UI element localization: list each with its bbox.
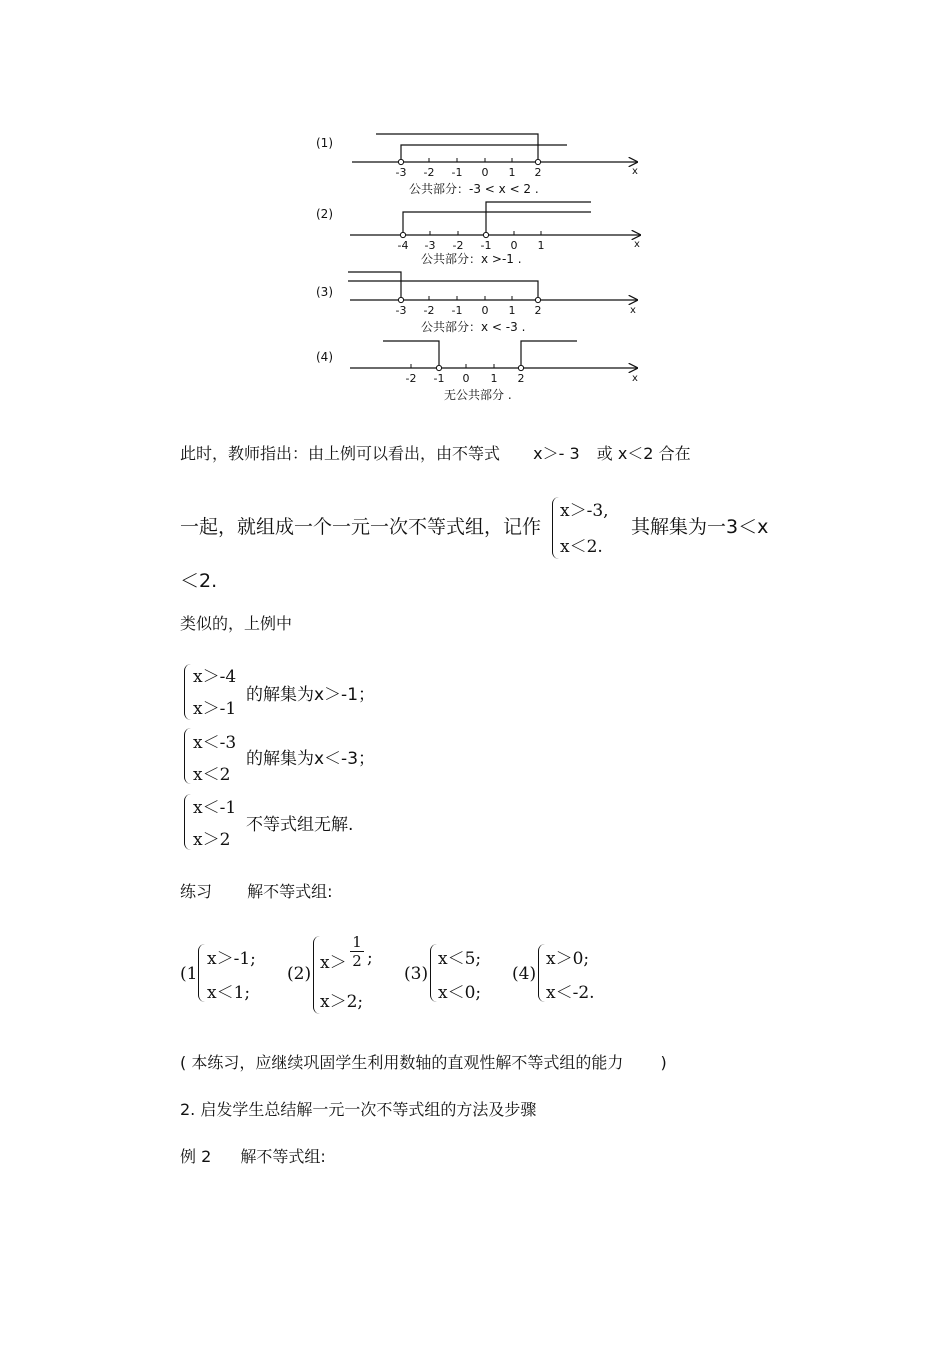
tick-label: 0 [510, 239, 518, 252]
tick-label: 2 [517, 372, 525, 385]
brace [198, 944, 205, 1002]
system-1-bottom: x＞-1 [193, 699, 237, 719]
exercise-heading [180, 879, 333, 902]
system-3-top: x＜-1 [193, 798, 237, 818]
exercise-3-bottom: x＜0; [438, 983, 482, 1003]
brace [430, 944, 437, 1002]
exercise-4-number: (4) [512, 964, 537, 984]
system-top: x＞-3, [560, 501, 609, 521]
tick-label: -3 [395, 304, 407, 317]
paragraph-system-text: 一起，就组成一个一元一次不等式组，记作 [180, 516, 542, 538]
row-caption: 公共部分：-3 < x < 2 . [409, 182, 539, 196]
axis-label: x [634, 239, 640, 250]
exercise-note [180, 1050, 667, 1073]
tick-label: 1 [490, 372, 498, 385]
system-3-result: 不等式组无解. [246, 815, 354, 835]
tick-label: -1 [480, 239, 492, 252]
exercise-1-top: x＞-1; [207, 949, 256, 969]
example-label: 例 2 [180, 1147, 212, 1166]
tick-label: -1 [433, 372, 445, 385]
example-title: 解不等式组: [240, 1147, 326, 1166]
system-1-top: x＞-4 [193, 667, 237, 687]
tick-label: -2 [405, 372, 417, 385]
row-label: (1) [316, 136, 333, 150]
row-caption: 公共部分：x >-1 . [421, 252, 522, 266]
exercise-2-bottom: x＞2; [320, 992, 364, 1012]
row-caption: 无公共部分 . [444, 388, 512, 402]
paragraph-intro [180, 441, 691, 464]
similar-heading: 类似的，上例中 [180, 614, 293, 633]
number-line-figure [0, 0, 950, 420]
tick-label: 1 [508, 304, 516, 317]
tick-label: 1 [508, 166, 516, 179]
inequality-a: x＞- 3 [533, 444, 580, 463]
brace [184, 794, 191, 850]
tick-label: 1 [537, 239, 545, 252]
exercise-1-number: (1 [180, 964, 198, 984]
exercise-title: 解不等式组: [247, 882, 333, 901]
tick-label: -2 [452, 239, 464, 252]
note-close: ) [660, 1053, 667, 1072]
axis-label: x [630, 305, 636, 316]
exercise-4-bottom: x＜-2. [546, 983, 595, 1003]
exercise-3-number: (3) [404, 964, 429, 984]
number-line-1 [316, 134, 638, 196]
solution-set-text: 其解集为一3＜x [631, 516, 769, 538]
tick-label: -2 [423, 304, 435, 317]
fraction-numerator: 1 [350, 934, 364, 952]
tick-label: -4 [397, 239, 409, 252]
tick-label: 0 [481, 304, 489, 317]
exercise-2-top: x＞ [320, 953, 347, 973]
brace [538, 944, 545, 1002]
exercise-3-top: x＜5; [438, 949, 482, 969]
exercise-2-number: (2) [287, 964, 312, 984]
number-line-2 [316, 202, 640, 266]
axis-label: x [632, 166, 638, 177]
fraction-denominator: 2 [352, 952, 362, 970]
axis-label: x [632, 373, 638, 384]
note-text: ( 本练习，应继续巩固学生利用数轴的直观性解不等式组的能力 [180, 1053, 624, 1072]
tick-label: 2 [534, 166, 542, 179]
system-2-bottom: x＜2 [193, 765, 231, 785]
system-bottom: x＜2. [560, 537, 603, 557]
system-1-result: 的解集为x＞-1； [246, 685, 376, 705]
exercise-1-bottom: x＜1; [207, 983, 251, 1003]
tick-label: -2 [423, 166, 435, 179]
tick-label: -1 [451, 304, 463, 317]
system-2-top: x＜-3 [193, 733, 237, 753]
inequality-b: x＜2 合在 [617, 444, 691, 463]
brace [184, 728, 191, 784]
tick-label: 0 [481, 166, 489, 179]
row-label: (3) [316, 285, 333, 299]
brace [552, 497, 559, 559]
row-label: (2) [316, 207, 333, 221]
exercise-2-top-suffix: ; [367, 948, 373, 968]
tick-label: 2 [534, 304, 542, 317]
system-3-bottom: x＞2 [193, 830, 231, 850]
tick-label: -3 [395, 166, 407, 179]
tick-label: -1 [451, 166, 463, 179]
exercise-4-top: x＞0; [546, 949, 590, 969]
example-2-heading [180, 1144, 326, 1167]
row-label: (4) [316, 350, 333, 364]
exercise-label: 练习 [180, 882, 213, 901]
solution-set-continuation: ＜2. [180, 570, 218, 592]
intro-text: 此时，教师指出：由上例可以看出，由不等式 [180, 444, 501, 463]
system-2-result: 的解集为x＜-3； [246, 749, 376, 769]
exercise-2-fraction [350, 934, 364, 970]
tick-label: 0 [462, 372, 470, 385]
brace [184, 664, 191, 720]
row-caption: 公共部分：x < -3 . [421, 320, 526, 334]
or-word: 或 [596, 444, 613, 463]
tick-label: -3 [424, 239, 436, 252]
brace [313, 936, 320, 1014]
number-line-3 [316, 272, 637, 334]
section-2-heading: 2. 启发学生总结解一元一次不等式组的方法及步骤 [180, 1100, 537, 1119]
number-line-4 [316, 341, 638, 402]
